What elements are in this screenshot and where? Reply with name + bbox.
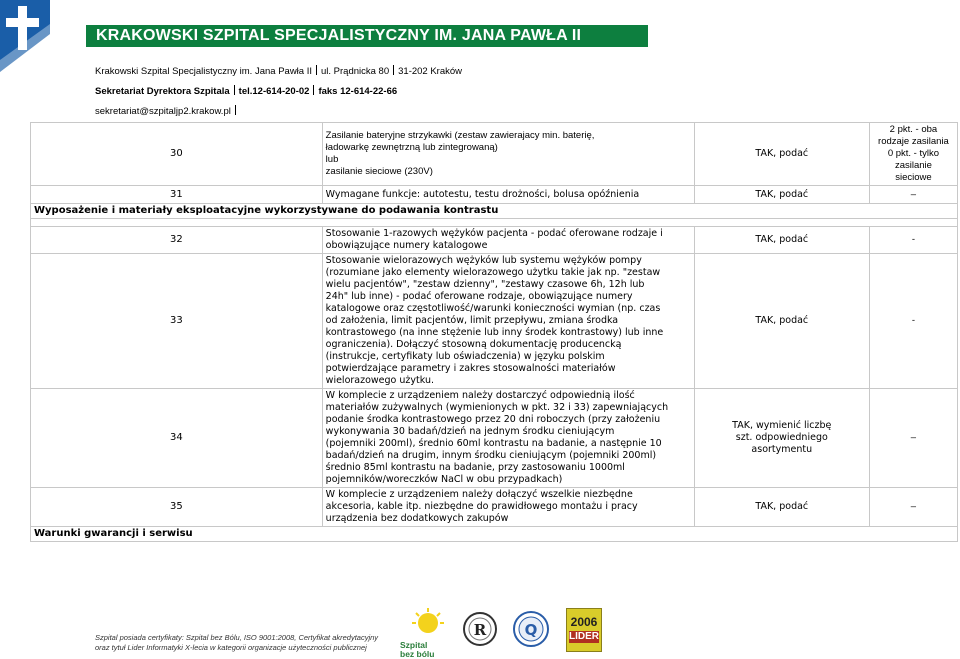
score-line: sieciowe (895, 172, 932, 183)
row-number: 32 (31, 227, 323, 254)
desc-line: potwierdzające parametry i zakres stosowalności materiałów (325, 363, 616, 374)
row-description: Wymagane funkcje: autotestu, testu drożności, bolusa opóźnienia (322, 186, 694, 204)
row-scoring: – (869, 186, 957, 204)
address-street: ul. Prądnicka 80 (321, 66, 390, 77)
hospital-banner-title: KRAKOWSKI SZPITAL SPECJALISTYCZNY IM. JANA PAWŁA II (86, 25, 648, 47)
row-scoring: – (869, 389, 957, 488)
table-row (31, 488, 958, 527)
desc-line: wielorazowego użytku. (325, 375, 434, 386)
email-address[interactable]: sekretariat@szpitaljp2.krakow.pl (95, 106, 231, 117)
desc-line: od założenia, limit pacjentów, limit przepływu, zmiana środka (325, 315, 619, 326)
value-line: TAK, wymienić liczbę (732, 420, 832, 431)
address-name: Krakowski Szpital Specjalistyczny im. Jana Pawła II (95, 66, 312, 77)
svg-text:R: R (473, 621, 487, 639)
desc-line: (rozumiane jako elementy wielorazowego użytku takie jak np. "zestaw (325, 267, 661, 278)
section-row (31, 204, 958, 219)
desc-line: ładowarkę zewnętrzną lub zintegrowaną) (325, 142, 498, 153)
row-description (322, 123, 694, 186)
specification-table (30, 122, 958, 542)
iso-certificate-icon (462, 610, 498, 648)
desc-line: Stosowanie wielorazowych wężyków lub systemu wężyków pompy (325, 255, 642, 266)
footer-certificates-text (95, 633, 378, 653)
address-line (95, 65, 462, 78)
table-row (31, 227, 958, 254)
row-number: 33 (31, 254, 323, 389)
score-line: rodzaje zasilania (878, 136, 949, 147)
svg-text:Q: Q (524, 621, 538, 639)
address-city: 31-202 Kraków (398, 66, 463, 77)
row-required-value: TAK, podać (694, 123, 869, 186)
desc-line: ograniczenia). Dołączyć stosowną dokumentację producencką (325, 339, 622, 350)
szpital-bez-bolu-logo (400, 607, 446, 659)
desc-line: kontrastowego (na inne stężenie lub inny środek kontrastowy) lub inne (325, 327, 664, 338)
desc-line: (instrukcje, certyfikaty lub oświadczenia) w języku polskim (325, 351, 605, 362)
desc-line: badań/dzień na drugim, innym środku cieniującym (pojemniki 200ml) (325, 450, 657, 461)
secretariat-label: Sekretariat Dyrektora Szpitala (95, 86, 230, 97)
desc-line: W komplecie z urządzeniem należy dostarczyć odpowiednią ilość (325, 390, 635, 401)
desc-line: W komplecie z urządzeniem należy dołączyć wszelkie niezbędne (325, 489, 633, 500)
row-number: 34 (31, 389, 323, 488)
desc-line: materiałów zużywalnych (wymienionych w pkt. 32 i 33) zapewniających (325, 402, 669, 413)
section-row (31, 527, 958, 542)
fax-number: faks 12-614-22-66 (318, 86, 398, 97)
table-row (31, 123, 958, 186)
row-scoring (869, 123, 957, 186)
row-required-value: TAK, podać (694, 227, 869, 254)
desc-line: urządzenia bez dodatkowych zakupów (325, 513, 509, 524)
row-scoring: - (869, 227, 957, 254)
lider-year: 2006 (570, 615, 598, 629)
desc-line: katalogowe oraz częstotliwość/warunki konieczności wymian (np. czas (325, 303, 661, 314)
lider-award-logo (566, 608, 602, 652)
footer-line: Szpital posiada certyfikaty: Szpital bez Bólu, ISO 9001:2008, Certyfikat akredytacyjny (95, 633, 379, 642)
desc-line: wielu pacjentów", "zestaw dzienny", "zestawy czasowe 6h, 12h lub (325, 279, 645, 290)
logo-text: Szpital bez bólu (400, 640, 435, 659)
footer-line: oraz tytuł Lider Informatyki X-lecia w kategorii organizacje użyteczności publicznej (95, 643, 367, 652)
table-row (31, 389, 958, 488)
phone-number: tel.12-614-20-02 (238, 86, 310, 97)
row-required-value: TAK, podać (694, 488, 869, 527)
desc-line: Stosowanie 1-razowych wężyków pacjenta - podać oferowane rodzaje i (325, 228, 663, 239)
section-heading-warranty: Warunki gwarancji i serwisu (31, 527, 958, 542)
lider-text: LIDER (569, 631, 599, 642)
hospital-logo-icon (0, 0, 50, 72)
row-number: 31 (31, 186, 323, 204)
desc-line: zasilanie sieciowe (230V) (325, 166, 433, 177)
desc-line: Zasilanie bateryjne strzykawki (zestaw zawierajacy min. baterię, (325, 130, 595, 141)
row-scoring: – (869, 488, 957, 527)
score-line: zasilanie (894, 160, 932, 171)
row-description (322, 227, 694, 254)
sun-icon (400, 607, 446, 637)
row-required-value: TAK, podać (694, 254, 869, 389)
value-line: asortymentu (751, 444, 813, 455)
score-line: 0 pkt. - tylko (887, 148, 940, 159)
row-required-value (694, 389, 869, 488)
row-scoring: - (869, 254, 957, 389)
row-description (322, 488, 694, 527)
email-line (95, 105, 240, 118)
desc-line: akcesoria, kable itp. niezbędne do prawidłowego montażu i pracy (325, 501, 638, 512)
desc-line: obowiązujące numery katalogowe (325, 240, 488, 251)
accreditation-certificate-icon (512, 609, 550, 649)
score-line: 2 pkt. - oba (889, 124, 938, 135)
desc-line: pojemników/woreczków NaCl w obu przypadkach) (325, 474, 563, 485)
spacer-row (31, 219, 958, 227)
desc-line: średnio 85ml kontrastu na badanie, przy zastosowaniu 1000ml (325, 462, 625, 473)
section-heading-equipment: Wyposażenie i materiały eksploatacyjne wykorzystywane do podawania kontrastu (31, 204, 958, 219)
row-number: 30 (31, 123, 323, 186)
desc-line: (pojemniki 200ml), średnio 60ml kontrastu na badanie, a następnie 10 (325, 438, 662, 449)
row-number: 35 (31, 488, 323, 527)
desc-line: lub (325, 154, 339, 165)
row-required-value: TAK, podać (694, 186, 869, 204)
desc-line: 24h" lub inne) - podać oferowane rodzaje, obowiązujące numery (325, 291, 633, 302)
value-line: szt. odpowiedniego (735, 432, 828, 443)
desc-line: wykonywania 30 badań/dzień na jednym środku cieniującym (325, 426, 615, 437)
row-description (322, 254, 694, 389)
table-row (31, 186, 958, 204)
contact-line (95, 85, 397, 98)
row-description (322, 389, 694, 488)
table-row (31, 254, 958, 389)
desc-line: podanie środka kontrastowego przez 20 dni roboczych (przy założeniu (325, 414, 661, 425)
